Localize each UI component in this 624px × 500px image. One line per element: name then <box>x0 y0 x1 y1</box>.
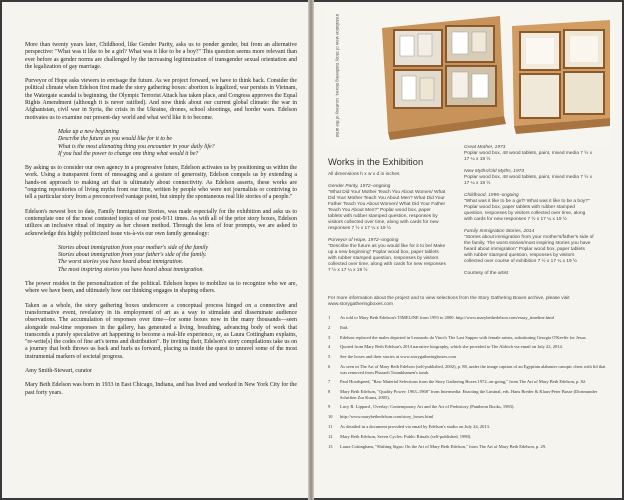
essay-text <box>25 42 297 404</box>
work-details: Poplar wood box, 48 wood tablets, paint, mixed media 7 ½ x 17 ¼ x 19 ½ <box>464 151 592 162</box>
endnote: 13 Laura Cottingham, "Shifting Signs: On the Art of Mary Beth Edelson," from The Art of Mary Beth Edelson, p. 29. <box>328 443 547 449</box>
prompt-line: If you had the power to change one thing what would it be? <box>58 150 199 157</box>
prompt-line: Make up a new beginning <box>58 128 119 135</box>
prompt-line: The worst stories you have heard about immigration. <box>58 259 184 266</box>
story-boxes-image <box>322 6 614 146</box>
prompt-line: The most inspiring stories you have heard about immigration. <box>58 266 204 273</box>
work-details: "Describe the future as you would like for it to be/ Make up a new beginning" Poplar wood box, paper tablets with rubber stamped question, responses by visitors collected over time, along with cards for new responses 7 ½ x 17 ¼ x 19 ½ <box>328 244 446 273</box>
left-page <box>2 2 308 498</box>
work-item <box>328 184 446 232</box>
work-title: Purveyor of Hope, 1972–ongoing <box>328 238 399 243</box>
endnote: 5 See the boxes and their stories at www.storygatheringboxes.com <box>328 354 457 360</box>
work-details: "What Did Your Mother Teach You About Women/ What Did Your Mother Teach You About Men? What Did Your Father Teach You About Women/ What Did Your Father Teach You About Men?" Poplar wood box, paper tablets with rubber stamped question, responses by visitors collected over time, along with cards for new responses 7 ½ x 17 ¼ x 19 ½ <box>328 190 446 231</box>
prompt-line: Stories about immigration from your father's side of the family. <box>58 252 207 259</box>
essay-paragraph-6: Taken as a whole, the story gathering boxes underscore a conceptual process hinged on a connective and transformative event, revelatory in its employment of art as a way to stimulate and disseminate audience observations. The accumulation of responses over time—for some boxes now in the many thousands—seen alongside real-time responses in the gallery, has generated a living, breathing, advancing body of work that transcends a purely speculative art happening to become a real-life experience, or, as Laura Cottingham explains, "re-write[s] the codes of fine art's terms and distribution". By inviting their, Edelson's story compilations take us on a journey that both throws us back and hurls us forward, placing us inside the quest to unravel some of the most instrumental markers of societal progress. <box>25 302 297 360</box>
installation-photo <box>322 6 614 146</box>
endnote: 9 Lucy R. Lippard , Overlay: Contemporary Art and the Art of Prehistory (Pantheon Books, 1983). <box>328 404 515 410</box>
right-page <box>314 2 622 498</box>
endnotes <box>328 315 612 453</box>
work-details: Poplar wood box, 48 wood tablets, paint, mixed media 7 ½ x 17 ¼ x 19 ½ <box>464 175 592 186</box>
endnote: 2 Ibid. <box>328 324 349 330</box>
endnote: 6 As seen in The Art of Mary Beth Edelson (self-published, 2002), p. 88, under the image caption of an Egyptian alabaster canopic chest with lid that was removed from Pharaoh Tutankhamen's tomb. <box>328 363 606 375</box>
work-title: New Myths/Old Myths, 1973 <box>464 169 524 174</box>
work-details: Courtesy of the artist <box>464 271 509 276</box>
essay-paragraph-1: More than twenty years later, Childhood, like Gender Parity, asks us to ponder gender, but from an alternative perspective: "What was it like to be a girl? What was it like to be a boy?" This question seems more relevant than ever before as gender norms are challenged by the increasing legitimization of transgender sexual orientation and the legalization of gay marriage. <box>25 42 297 70</box>
work-title: Gender Parity, 1972–ongoing <box>328 184 391 189</box>
prompt-line: What is the most alienating thing you encounter in your daily life? <box>58 143 215 150</box>
artist-bio: Mary Beth Edelson was born in 1933 in East Chicago, Indiana, and has lived and worked in New York City for the past forty years. <box>25 382 297 396</box>
endnote: 3 Edelson replaced the males depicted in Leonardo da Vinci's The Last Supper with female artists, substituting Georgia O'Keeffe for Jesus. <box>328 334 587 340</box>
more-info: For more information about the project and to view selections from the Story Gathering Boxes archive, please visit www.storygatheringboxes.com <box>328 296 570 307</box>
prompt-list-1 <box>25 129 297 158</box>
endnote: 7 Paul Hoodspeed, "Raw Material Selections from the Story Gathering Boxes 1972–on-going," from The Art of Mary Beth Edelson, p. 82. <box>328 379 587 385</box>
prompt-line: Stories about immigration from your mother's side of the family <box>58 244 209 251</box>
dimensions-note: All dimensions h x w x d in inches <box>328 172 400 177</box>
essay-paragraph-3: By asking us to consider our own agency in a progressive future, Edelson activates us by positioning us within the work. Using a transparent form of messaging and a gesture of generosity, Edelson compels us by extending a hands-on approach to making art that is ultimately about connectivity. As Edelson asserts, these works are "ongoing repositories of living myths from our time, written by people who were not journalists or contriving to tell a particular story from a preconceived vantage point, but simply the spontaneous real life stories of a people." <box>25 165 297 201</box>
work-item <box>464 169 594 187</box>
work-title: Great Mother, 1973 <box>464 145 506 150</box>
curator-byline: Amy Smith-Stewart, curator <box>25 367 92 374</box>
endnote: 12 Mary Beth Edelson, Seven Cycles: Public Rituals (self-published, 1980). <box>328 433 472 439</box>
work-item <box>328 238 446 274</box>
endnote: 10 http://www.marybethedelson.com/story_boxes.html <box>328 414 434 420</box>
prompt-list-2 <box>25 245 297 274</box>
essay-paragraph-4: Edelson's newest box to date, Family Immigration Stories, was made especially for the exhibition and asks us to contemplate one of the most contested topics of our post-9/11 times. As with all of the prior story boxes, Edelson utilizes an inclusive ritual of inquiry as her chosen method. Through the lens of four prompts, we are asked to acknowledge this highly politicized issue vis-à-vis our own family genealogy: <box>25 208 297 237</box>
work-item <box>464 193 594 223</box>
credit-line <box>464 271 594 277</box>
endnote: 4 Quoted from Mary Beth Edelson's 2014 narrative biography, which she provided to The Aldrich via email on July 22, 2014. <box>328 344 563 350</box>
essay-paragraph-2: Purveyor of Hope asks viewers to envisage the future. As we project forward, we have to think back. Consider the political climate when Edelson first made the story gathering boxes: abortion is legalized, war persists in Vietnam, the Watergate scandal is beginning, the Olympic Terrorist Attack has taken place, and Congress approves the Equal Rights Amendment (although it is never ratified). And now think about our current global climate: the war in Afghanistan, civil war in Syria, the crisis in the Ukraine, drones, school shootings, and border wars. Edelson motivates us to examine our present-day world and what we'd like it to become. <box>25 78 297 121</box>
work-title: Family Immigration Stories, 2014 <box>464 229 535 234</box>
work-item <box>464 229 594 265</box>
photo-caption: Installation view of Story Gathering Boxes, courtesy of the artist <box>335 14 340 138</box>
endnote: 8 Mary Beth Edelson, "Quality Power: 1963–1968" from Intermedia: Enacting the Liminal, eds. Hans Breder & Klaus-Peter Busse (Dortmunder Schriften Zur Kunst, 2005). <box>328 389 598 400</box>
work-item <box>464 145 594 163</box>
works-list-left <box>328 172 446 280</box>
work-details: "What was it like to be a girl? What was it like to be a boy?" Poplar wood box, paper tablets with rubber stamped question, responses by visitors collected over time, along with cards for new responses 7 ½ x 17 ¼ x 19 ½ <box>464 199 590 222</box>
prompt-line: Describe the future as you would like for it to be <box>58 136 172 143</box>
work-details: "Stories about immigration from your mother's/father's side of the family. The worst stories/most inspiring stories you have heard about immigration" Poplar wood box, paper tablets with rubber stamped question, responses by visitors collected over course of exhibition 7 ½ x 17 ¼ x 19 ½ <box>464 235 594 264</box>
works-heading: Works in the Exhibition <box>328 156 424 167</box>
endnote: 1 As told to Mary Beth Edelson's TIMELINE from 1993 to 2000. http://www.marybethedelson.com/essay_timeline.html <box>328 315 555 320</box>
essay-paragraph-5: The power resides in the personalization of the political. Edelson hopes to mobilize us to recognize who we are, where we have been, and ultimately how our thinking engages in shaping others. <box>25 281 297 295</box>
endnote: 11 As detailed in a document provided via email by Edelson's studio on July 24, 2013. <box>328 424 491 429</box>
works-list-right <box>464 145 594 283</box>
work-title: Childhood, 1995–ongoing <box>464 193 519 198</box>
